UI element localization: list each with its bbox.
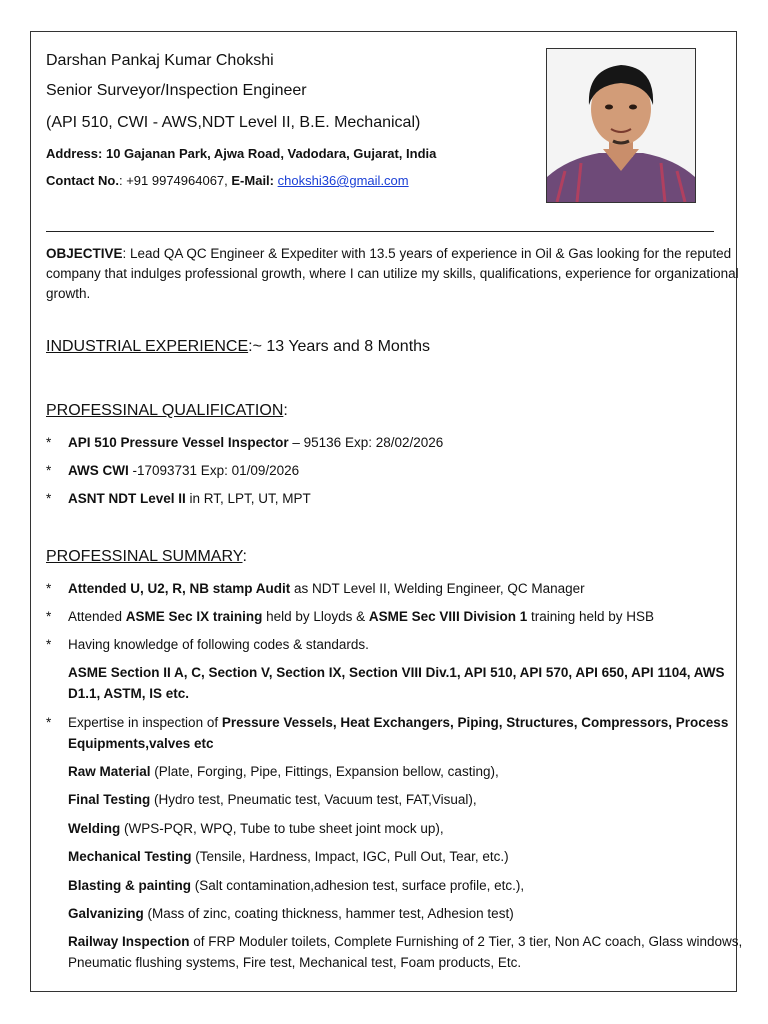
summary-item-bold: Attended U, U2, R, NB stamp Audit — [68, 581, 291, 596]
codes-text: ASME Section II A, C, Section V, Section IX, Section VIII Div.1, API 510, API 570, API 650, API 1104, AWS D1.1, ASTM, IS etc. — [68, 665, 725, 701]
header-divider — [46, 231, 714, 232]
codes-list — [68, 662, 748, 704]
inspection-item-text: (Mass of zinc, coating thickness, hammer test, Adhesion test) — [143, 906, 514, 921]
experience-heading — [46, 338, 430, 356]
profile-photo-graphic — [547, 49, 695, 202]
inspection-item — [68, 818, 748, 839]
qualification-detail: in RT, LPT, UT, MPT — [185, 491, 311, 506]
objective-label: OBJECTIVE — [46, 246, 123, 261]
bullet-icon: * — [46, 463, 52, 478]
experience-value: :~ 13 Years and 8 Months — [248, 338, 431, 355]
inspection-item-text: of FRP Moduler toilets, Complete Furnishing of 2 Tier, 3 tier, Non AC coach, Glass windows, Pneumatic flushing systems, Fire test, Mechanical test, Foam products, Etc. — [68, 934, 743, 970]
summary-item-bold: ASME Sec VIII Division 1 — [368, 609, 528, 624]
qualification-name: API 510 Pressure Vessel Inspector — [68, 435, 289, 450]
summary-item-text: held by Lloyds & — [262, 609, 369, 624]
inspection-item — [68, 789, 748, 810]
summary-item-bold: ASME Sec IX training — [125, 609, 263, 624]
inspection-item — [68, 931, 748, 973]
inspection-item-bold: Welding — [68, 821, 121, 836]
inspection-item-bold: Final Testing — [68, 792, 151, 807]
summary-colon: : — [242, 548, 247, 565]
inspection-item — [68, 761, 748, 782]
inspection-item-bold: Blasting & painting — [68, 878, 191, 893]
qualification-name: ASNT NDT Level II — [68, 491, 186, 506]
candidate-name: Darshan Pankaj Kumar Chokshi — [46, 52, 274, 69]
summary-item-text: as NDT Level II, Welding Engineer, QC Manager — [290, 581, 585, 596]
summary-item-text: Attended — [68, 609, 126, 624]
summary-heading — [46, 548, 247, 566]
inspection-item-bold: Railway Inspection — [68, 934, 190, 949]
qualification-name: AWS CWI — [68, 463, 129, 478]
summary-item-text: Having knowledge of following codes & standards. — [68, 637, 369, 652]
inspection-item-text: (Salt contamination,adhesion test, surface profile, etc.), — [191, 878, 525, 893]
inspection-item-bold: Mechanical Testing — [68, 849, 192, 864]
qualification-label: PROFESSINAL QUALIFICATION — [46, 402, 284, 419]
summary-item-text: Expertise in inspection of — [68, 715, 222, 730]
inspection-item — [68, 846, 748, 867]
email-link[interactable]: chokshi36@gmail.com — [277, 173, 409, 188]
bullet-icon: * — [46, 637, 52, 652]
inspection-item-bold: Raw Material — [68, 764, 151, 779]
contact-colon: : — [118, 173, 123, 188]
objective-paragraph — [46, 244, 741, 304]
inspection-item-text: (Hydro test, Pneumatic test, Vacuum test, FAT,Visual), — [150, 792, 477, 807]
qualification-heading — [46, 402, 288, 420]
bullet-icon: * — [46, 609, 52, 624]
bullet-icon: * — [46, 435, 52, 450]
qualification-detail: – 95136 Exp: 28/02/2026 — [288, 435, 444, 450]
qualification-colon: : — [283, 402, 288, 419]
email-label: E-Mail: — [231, 173, 275, 188]
bullet-icon: * — [46, 581, 52, 596]
inspection-item-text: (Tensile, Hardness, Impact, IGC, Pull Out, Tear, etc.) — [191, 849, 509, 864]
address-line: Address: 10 Gajanan Park, Ajwa Road, Vadodara, Gujarat, India — [46, 146, 437, 161]
contact-label: Contact No. — [46, 173, 119, 188]
contact-line — [46, 173, 409, 188]
inspection-item — [68, 875, 748, 896]
inspection-item-text: (Plate, Forging, Pipe, Fittings, Expansion bellow, casting), — [150, 764, 499, 779]
bullet-icon: * — [46, 715, 52, 730]
qualification-detail: -17093731 Exp: 01/09/2026 — [128, 463, 300, 478]
profile-photo — [546, 48, 696, 203]
summary-item-text: training held by HSB — [527, 609, 655, 624]
phone-number: +91 9974964067, — [122, 173, 232, 188]
bullet-icon: * — [46, 491, 52, 506]
objective-text: : Lead QA QC Engineer & Expediter with 13.5 years of experience in Oil & Gas looking for the reputed company that indulges professional growth, where I can utilize my skills, qualifications, experience for organizational growth. — [46, 246, 739, 301]
candidate-credentials: (API 510, CWI - AWS,NDT Level II, B.E. Mechanical) — [46, 114, 421, 131]
summary-label: PROFESSINAL SUMMARY — [46, 548, 243, 565]
candidate-title: Senior Surveyor/Inspection Engineer — [46, 82, 307, 99]
summary-item-bold: Pressure Vessels, Heat Exchangers, Piping, Structures, Compressors, Process Equipments,valves etc — [68, 715, 729, 751]
experience-label: INDUSTRIAL EXPERIENCE — [46, 338, 249, 355]
inspection-item-text: (WPS-PQR, WPQ, Tube to tube sheet joint mock up), — [120, 821, 444, 836]
inspection-item — [68, 903, 748, 924]
resume-page — [30, 31, 743, 992]
inspection-item-bold: Galvanizing — [68, 906, 144, 921]
